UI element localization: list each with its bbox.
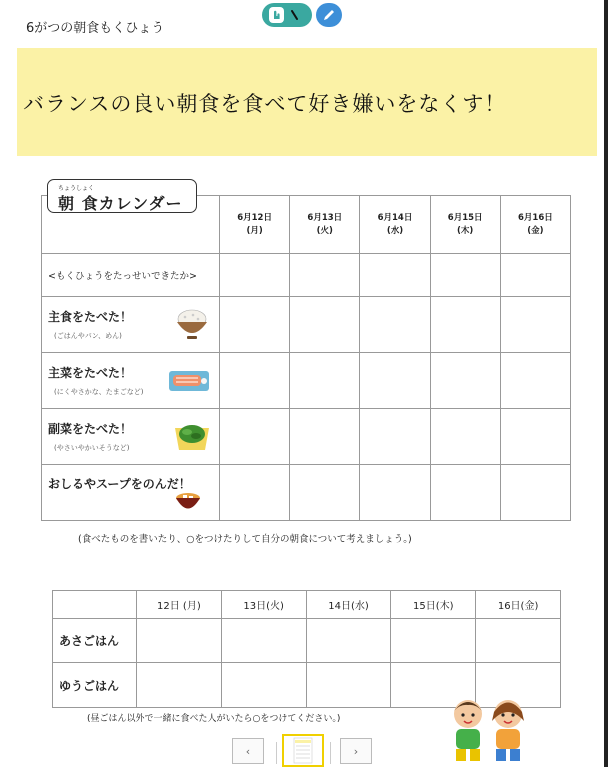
hand-pointer-icon: [267, 6, 307, 24]
entry-cell[interactable]: [360, 297, 430, 353]
entry-cell[interactable]: [430, 353, 500, 409]
rice-bowl-icon: [173, 308, 211, 342]
main-dish-row-label: 主菜をたべた！ (にくやさかな、たまごなど): [42, 353, 220, 409]
entry-cell[interactable]: [360, 409, 430, 465]
calendar-note: (食べたものを書いたり、○をつけたりして自分の朝食について考えましょう。): [78, 534, 412, 545]
next-page-button[interactable]: ›: [340, 738, 372, 764]
miso-soup-icon: [174, 489, 202, 515]
date-header: 6月15日 (木): [430, 196, 500, 254]
shared-meals-note: (昼ごはん以外で一緒に食べた人がいたら○をつけてください。): [87, 714, 341, 724]
entry-cell[interactable]: [290, 254, 360, 297]
goal-text: バランスの良い朝食を食べて好き嫌いをなくす！: [23, 92, 507, 116]
entry-cell[interactable]: [137, 619, 222, 663]
pen-icon: [321, 7, 337, 23]
pager-divider: [330, 742, 331, 764]
entry-cell[interactable]: [430, 297, 500, 353]
entry-cell[interactable]: [500, 254, 570, 297]
day-header: 15日(木): [391, 591, 476, 619]
entry-cell[interactable]: [290, 353, 360, 409]
side-dish-row-label: 副菜をたべた！ (やさいやかいそうなど): [42, 409, 220, 465]
dinner-row-label: ゆうごはん: [53, 663, 137, 708]
entry-cell[interactable]: [290, 409, 360, 465]
day-header: 12日 (月): [137, 591, 222, 619]
spinach-icon: [173, 420, 211, 454]
window-edge: [604, 0, 608, 767]
prev-page-button[interactable]: ‹: [232, 738, 264, 764]
day-header: 13日(火): [221, 591, 306, 619]
entry-cell[interactable]: [500, 297, 570, 353]
shared-meals-table: [52, 590, 561, 708]
soup-row-label: おしるやスープをのんだ！: [42, 465, 220, 521]
date-header: 6月13日 (火): [290, 196, 360, 254]
page-thumbnail[interactable]: [282, 734, 324, 767]
goal-banner: [17, 48, 597, 156]
date-header: 6月12日 (月): [220, 196, 290, 254]
children-eating-illustration: [446, 697, 534, 765]
entry-cell[interactable]: [137, 663, 222, 708]
entry-cell[interactable]: [430, 254, 500, 297]
entry-cell[interactable]: [290, 297, 360, 353]
entry-cell[interactable]: [430, 465, 500, 521]
salmon-icon: [167, 367, 211, 395]
entry-cell[interactable]: [306, 663, 391, 708]
entry-cell[interactable]: [290, 465, 360, 521]
pointer-tool-button[interactable]: [262, 3, 312, 27]
entry-cell[interactable]: [500, 353, 570, 409]
entry-cell[interactable]: [220, 297, 290, 353]
entry-cell[interactable]: [360, 465, 430, 521]
entry-cell[interactable]: [221, 663, 306, 708]
page-preview-icon: [284, 736, 322, 765]
day-header: 16日(金): [476, 591, 561, 619]
entry-cell[interactable]: [500, 465, 570, 521]
pen-tool-button[interactable]: [316, 3, 342, 27]
entry-cell[interactable]: [220, 465, 290, 521]
breakfast-row-label: あさごはん: [53, 619, 137, 663]
entry-cell[interactable]: [360, 254, 430, 297]
page-title: 6がつの朝食もくひょう: [26, 21, 165, 36]
entry-cell[interactable]: [306, 619, 391, 663]
calendar-title-tag: ちょうしょく 朝 食カレンダー: [47, 179, 197, 213]
entry-cell[interactable]: [221, 619, 306, 663]
breakfast-calendar: [41, 179, 571, 520]
entry-cell[interactable]: [220, 353, 290, 409]
entry-cell[interactable]: [500, 409, 570, 465]
day-header: 14日(水): [306, 591, 391, 619]
shared-meals-corner-cell: [53, 591, 137, 619]
entry-cell[interactable]: [430, 409, 500, 465]
staple-row-label: 主食をたべた！ (ごはんやパン、めん): [42, 297, 220, 353]
pager-divider: [276, 742, 277, 764]
entry-cell[interactable]: [220, 409, 290, 465]
entry-cell[interactable]: [220, 254, 290, 297]
entry-cell[interactable]: [391, 619, 476, 663]
date-header: 6月14日 (水): [360, 196, 430, 254]
date-header: 6月16日 (金): [500, 196, 570, 254]
entry-cell[interactable]: [360, 353, 430, 409]
entry-cell[interactable]: [476, 619, 561, 663]
goal-achieved-row-label: <もくひょうをたっせいできたか>: [42, 254, 220, 297]
calendar-table: [41, 195, 571, 521]
